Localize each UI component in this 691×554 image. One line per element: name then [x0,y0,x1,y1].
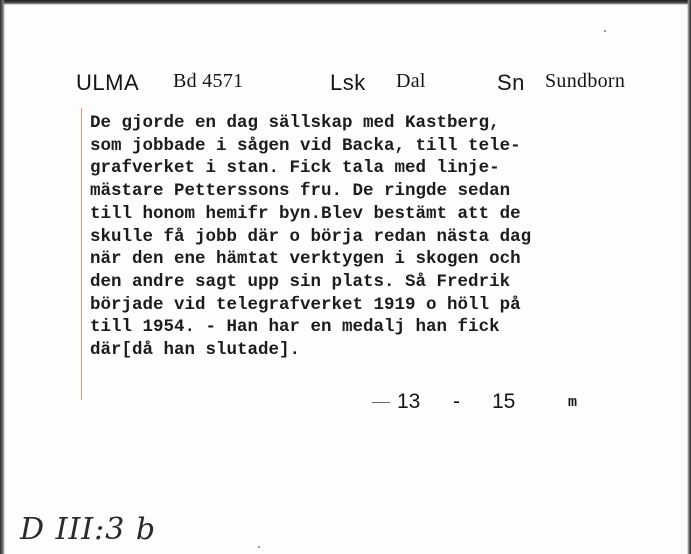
transcript-line: skulle få jobb där o börja redan nästa dag [90,226,532,247]
scan-edge-top [0,0,691,5]
transcript-line: grafverket i stan. Fick tala med linje- [90,158,500,179]
transcript-line: till 1954. - Han har en medalj han fick [90,317,500,338]
scan-speck [604,30,606,32]
parish-label: Sn [497,70,525,95]
page-range-start: 13 [397,390,421,413]
province-label: Lsk [330,70,366,95]
page-range-dash: - [453,390,460,413]
card-header [0,64,691,104]
transcript-line: De gjorde en dag sällskap med Kastberg, [90,113,500,133]
transcript-line: när den ene hämtat verktygen i skogen och [90,249,521,270]
transcript-line: till honom hemifr byn.Blev bestämt att de [90,203,521,224]
scan-speck [258,546,260,548]
transcript-line: började vid telegrafverket 1919 o höll på [90,294,521,315]
transcript-line: som jobbade i sågen vid Backa, till tele- [90,135,521,156]
handwritten-shelf-mark: D III:3 b [20,512,157,547]
transcript-line: mästare Petterssons fru. De ringde sedan [90,181,511,202]
page-range-suffix: m [568,394,578,411]
page-range-end: 15 [492,390,516,413]
transcript-line: den andre sagt upp sin plats. Så Fredrik [90,271,511,292]
margin-rule [81,108,82,400]
pencil-dash-mark [372,402,390,403]
parish-value: Sundborn [545,70,626,92]
transcript-body [90,112,670,362]
province-value: Dal [396,70,426,92]
transcript-line: där[då han slutade]. [90,340,301,361]
archive-code: Bd 4571 [173,70,244,92]
ulma-label: ULMA [76,70,140,95]
